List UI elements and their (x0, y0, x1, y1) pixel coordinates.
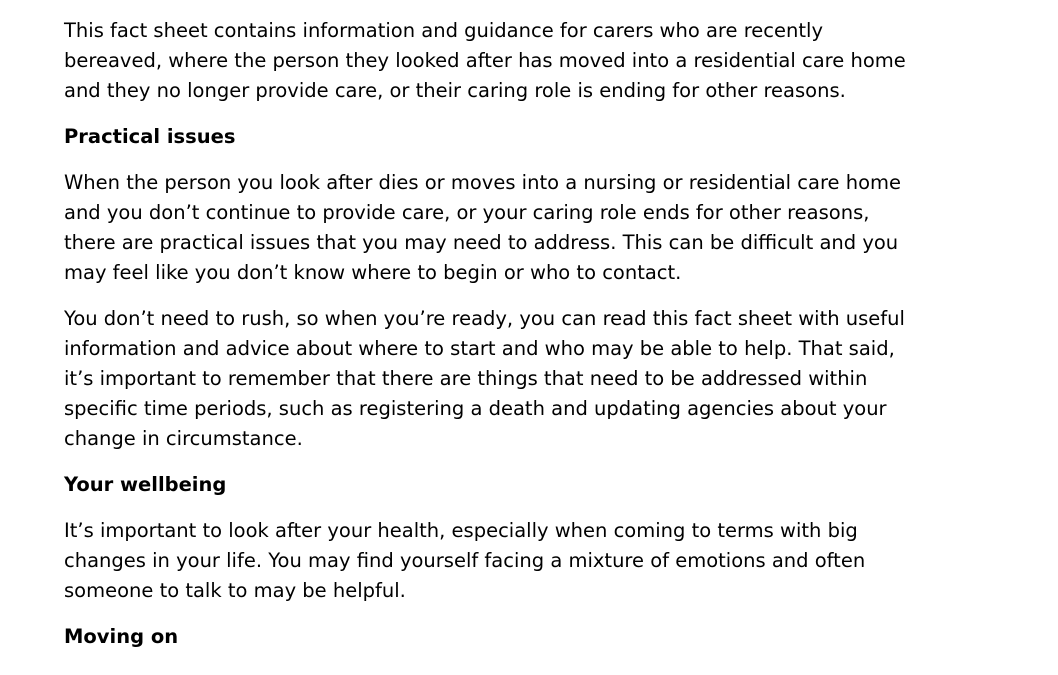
practical-issues-paragraph-1 (64, 168, 1008, 288)
text-line: there are practical issues that you may need to address. This can be difficult and you (64, 231, 899, 254)
practical-issues-paragraph-2 (64, 304, 1008, 454)
document-page (64, 16, 1008, 668)
text-line: and they no longer provide care, or their caring role is ending for other reasons. (64, 79, 846, 102)
intro-paragraph (64, 16, 1008, 106)
text-line: This fact sheet contains information and guidance for carers who are recently (64, 19, 823, 42)
text-line: it’s important to remember that there are things that need to be addressed within (64, 367, 868, 390)
wellbeing-paragraph-1 (64, 516, 1008, 606)
text-line: bereaved, where the person they looked after has moved into a residential care home (64, 49, 906, 72)
text-line: You don’t need to rush, so when you’re ready, you can read this fact sheet with useful (64, 307, 905, 330)
text-line: It’s important to look after your health, especially when coming to terms with big (64, 519, 858, 542)
section-heading-practical-issues: Practical issues (64, 125, 236, 148)
text-line: specific time periods, such as registering a death and updating agencies about your (64, 397, 887, 420)
text-line: may feel like you don’t know where to begin or who to contact. (64, 261, 682, 284)
text-line: When the person you look after dies or moves into a nursing or residential care home (64, 171, 902, 194)
text-line: change in circumstance. (64, 427, 303, 450)
section-heading-moving-on: Moving on (64, 625, 179, 648)
text-line: someone to talk to may be helpful. (64, 579, 406, 602)
text-line: and you don’t continue to provide care, or your caring role ends for other reasons, (64, 201, 870, 224)
text-line: information and advice about where to start and who may be able to help. That said, (64, 337, 895, 360)
text-line: changes in your life. You may find yourself facing a mixture of emotions and often (64, 549, 866, 572)
section-heading-your-wellbeing: Your wellbeing (64, 473, 227, 496)
